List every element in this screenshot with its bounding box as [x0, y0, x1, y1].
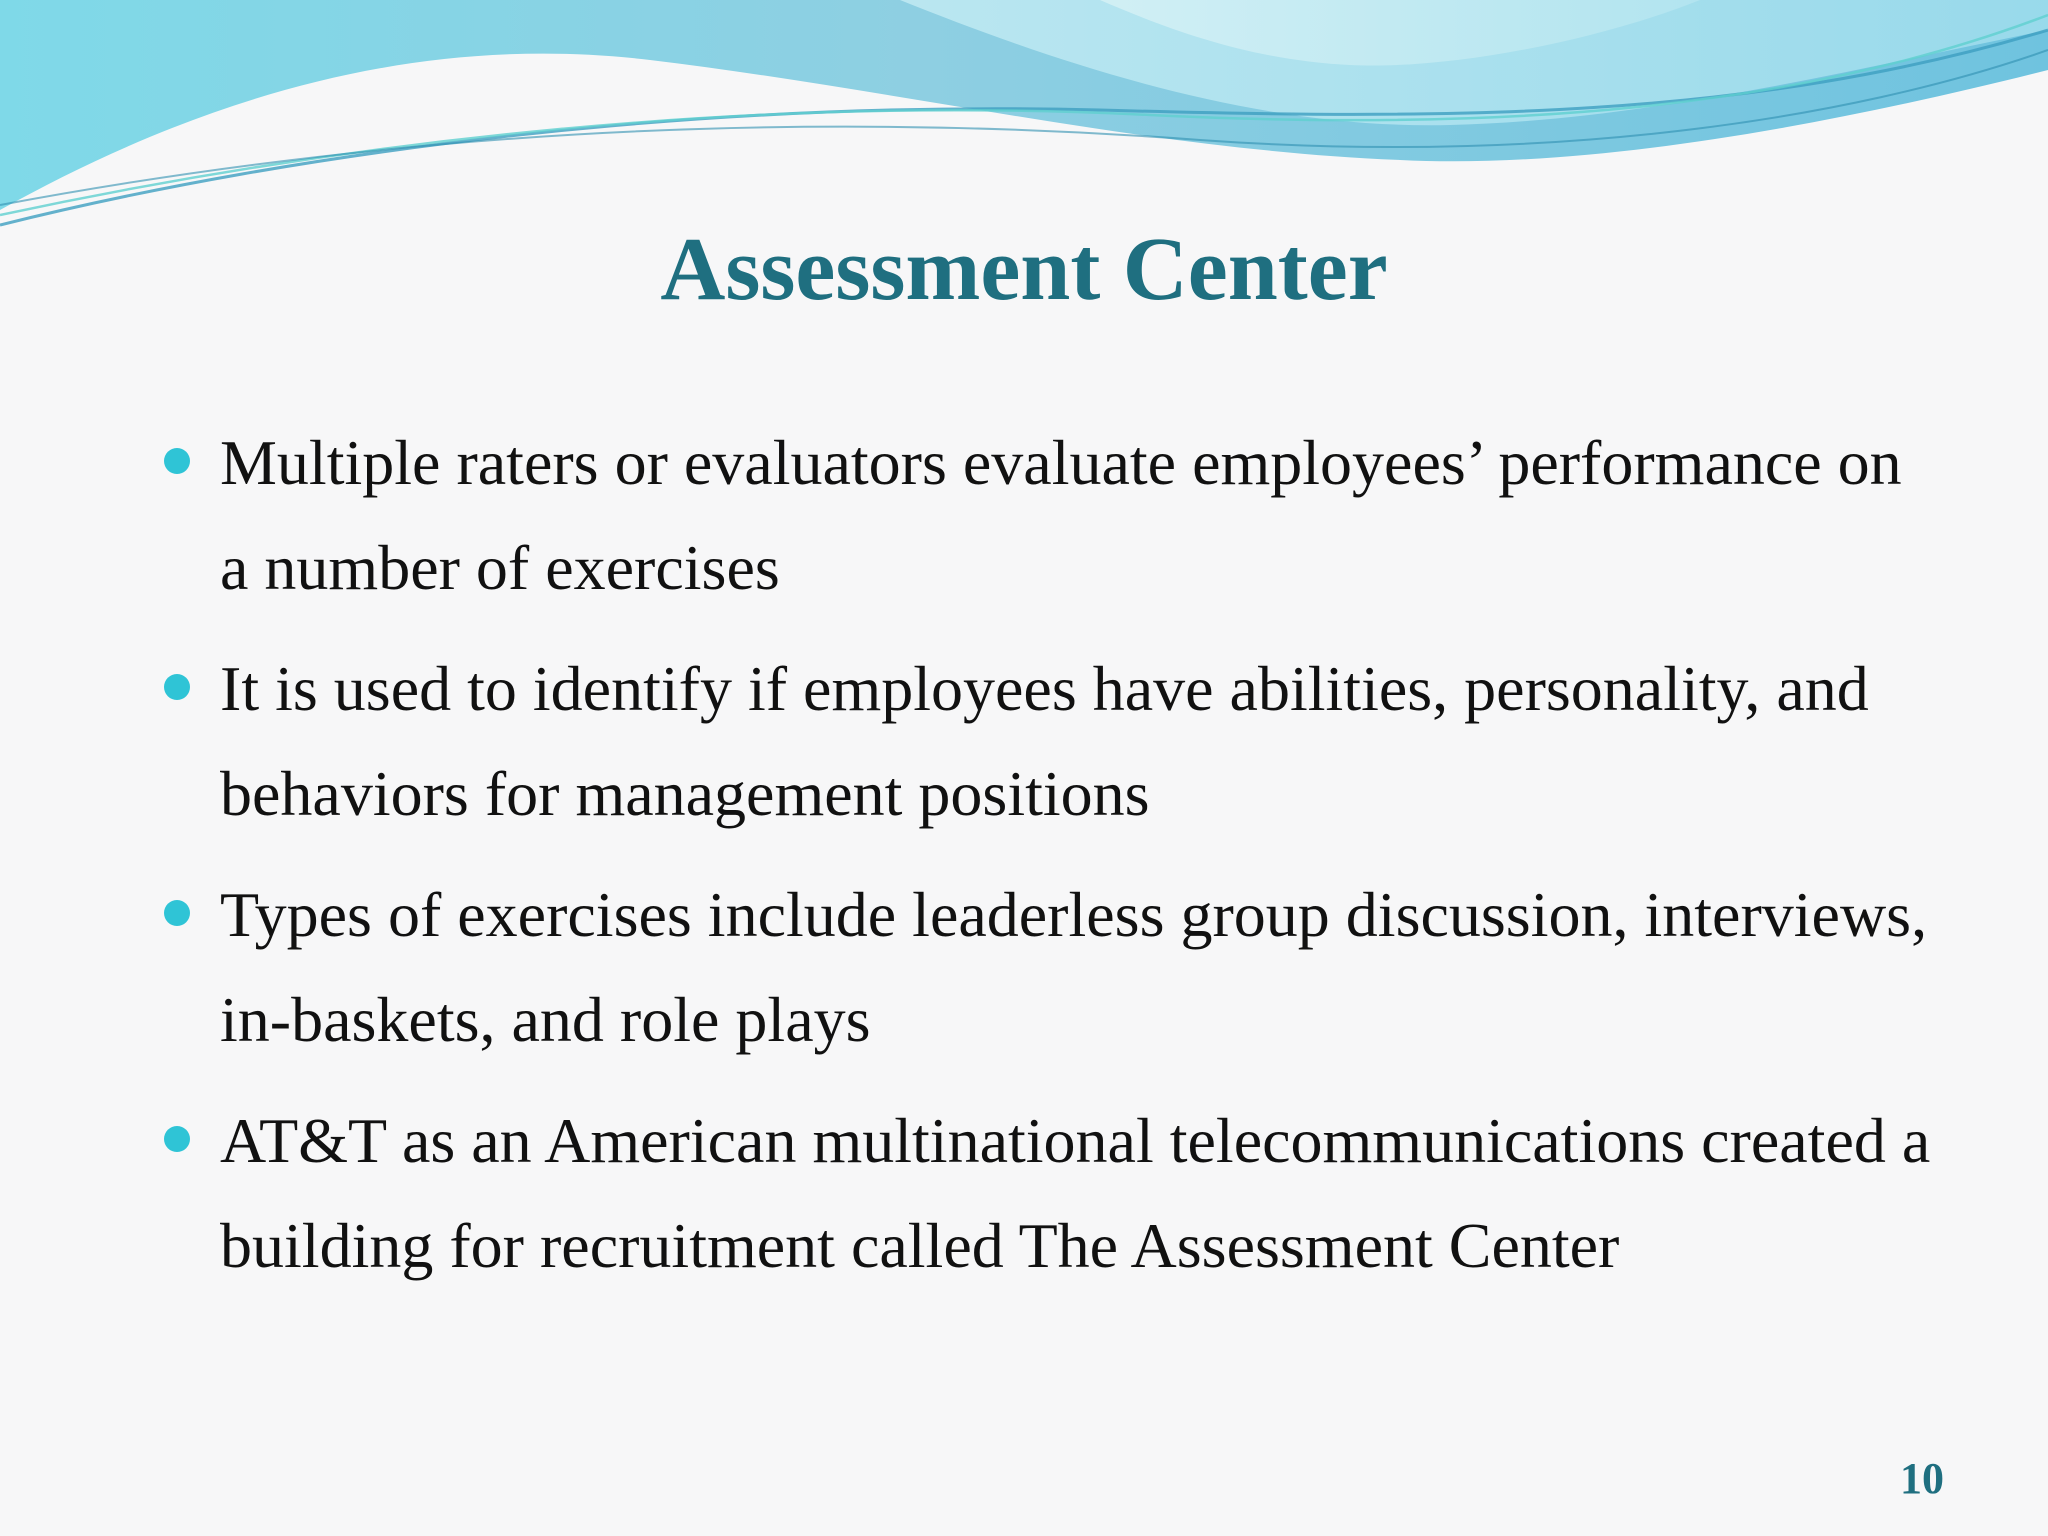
bullet-text: Types of exercises include leaderless group discussion, interviews, in-baskets, and role plays	[220, 879, 1928, 1055]
bullet-list	[160, 410, 1940, 1314]
list-item	[160, 862, 1940, 1072]
bullet-text: AT&T as an American multinational telecommunications created a building for recruitment called The Assessment Center	[220, 1105, 1931, 1281]
list-item	[160, 1088, 1940, 1298]
bullet-dot-icon	[164, 448, 190, 474]
bullet-dot-icon	[164, 900, 190, 926]
bullet-dot-icon	[164, 1126, 190, 1152]
bullet-dot-icon	[164, 674, 190, 700]
page-number: 10	[1900, 1454, 1944, 1503]
list-item	[160, 636, 1940, 846]
slide-title: Assessment Center	[660, 220, 1388, 319]
bullet-text: Multiple raters or evaluators evaluate employees’ performance on a number of exercises	[220, 427, 1902, 603]
bullet-text: It is used to identify if employees have abilities, personality, and behaviors for management positions	[220, 653, 1869, 829]
list-item	[160, 410, 1940, 620]
